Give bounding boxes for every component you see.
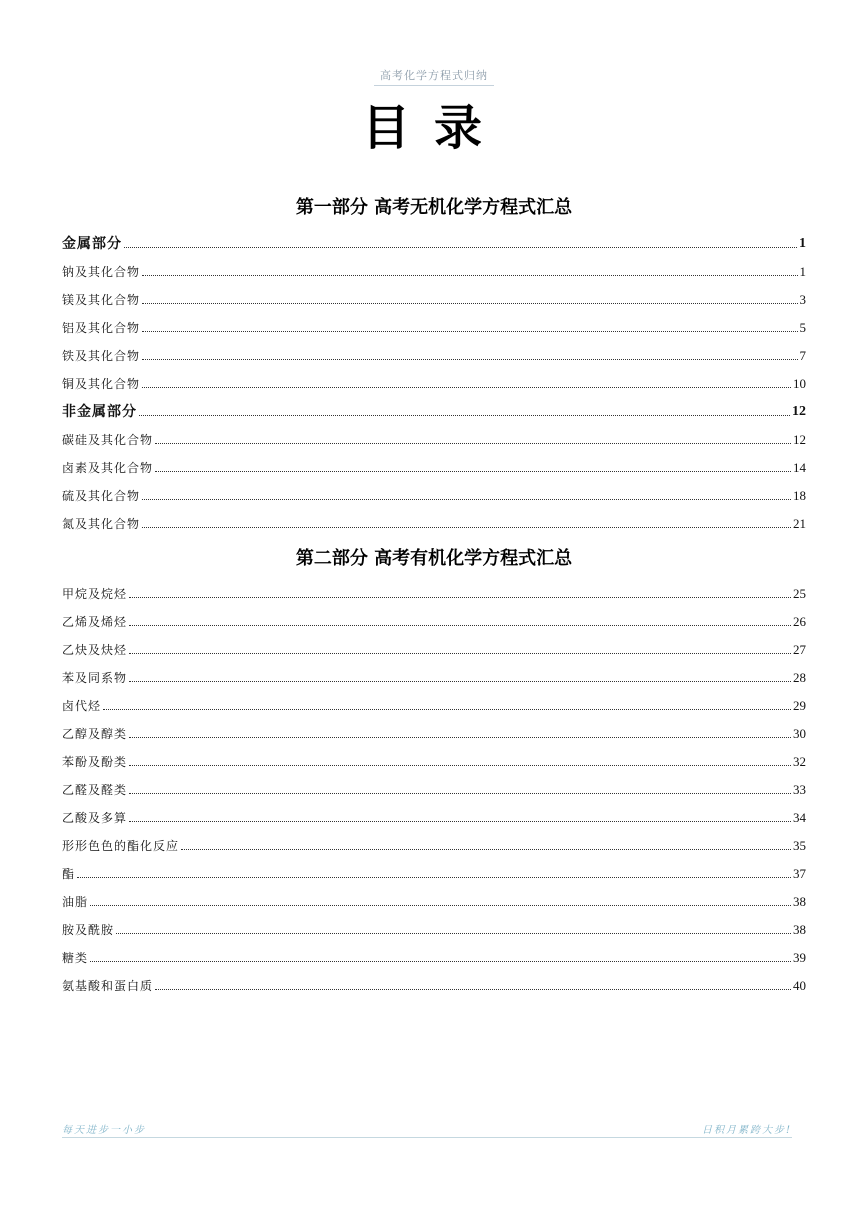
toc-entry-page: 39 bbox=[793, 950, 806, 965]
toc-dot-leader bbox=[142, 358, 797, 360]
toc-dot-leader bbox=[142, 498, 791, 500]
toc-entry-page: 12 bbox=[793, 432, 806, 447]
toc-entry-label: 油脂 bbox=[62, 895, 89, 909]
toc-dot-leader bbox=[90, 904, 791, 906]
footer-left-text: 每天进步一小步 bbox=[62, 1125, 146, 1136]
toc-entry-label: 硫及其化合物 bbox=[62, 489, 141, 503]
toc-entry-page: 1 bbox=[799, 264, 806, 279]
toc-dot-leader bbox=[142, 302, 797, 304]
toc-entry[interactable] bbox=[62, 806, 806, 826]
toc-dot-leader bbox=[103, 708, 791, 710]
toc-entry-page: 18 bbox=[793, 488, 806, 503]
toc-entry-label: 钠及其化合物 bbox=[62, 265, 141, 279]
toc-entry-label: 苯及同系物 bbox=[62, 671, 128, 685]
toc-section-entry[interactable] bbox=[62, 232, 806, 252]
toc-entry-label: 乙醇及醇类 bbox=[62, 727, 128, 741]
toc-entry[interactable] bbox=[62, 288, 806, 308]
toc-entry-label: 乙醛及醛类 bbox=[62, 783, 128, 797]
toc-entry[interactable] bbox=[62, 372, 806, 392]
toc-entry[interactable] bbox=[62, 918, 806, 938]
toc-entry[interactable] bbox=[62, 946, 806, 966]
toc-entry[interactable] bbox=[62, 694, 806, 714]
toc-entry-label: 金属部分 bbox=[62, 236, 122, 252]
toc-dot-leader bbox=[142, 274, 797, 276]
toc-entry-page: 25 bbox=[793, 586, 806, 601]
toc-dot-leader bbox=[90, 960, 791, 962]
toc-entry-page: 30 bbox=[793, 726, 806, 741]
toc-entry-label: 胺及酰胺 bbox=[62, 923, 115, 937]
part2-title: 第二部分 高考有机化学方程式汇总 bbox=[295, 548, 573, 569]
toc-entry-page: 3 bbox=[799, 292, 806, 307]
toc-entry-label: 乙炔及炔烃 bbox=[62, 643, 128, 657]
page-header bbox=[0, 64, 868, 86]
toc-entry-page: 38 bbox=[793, 894, 806, 909]
toc-entry[interactable] bbox=[62, 750, 806, 770]
toc-dot-leader bbox=[116, 932, 791, 934]
toc-dot-leader bbox=[77, 876, 791, 878]
toc-dot-leader bbox=[129, 736, 791, 738]
toc-entry-label: 卤素及其化合物 bbox=[62, 461, 154, 475]
toc-entry-label: 形形色色的酯化反应 bbox=[62, 839, 180, 853]
toc-entry[interactable] bbox=[62, 344, 806, 364]
toc-entry-label: 非金属部分 bbox=[62, 404, 137, 420]
toc-entry[interactable] bbox=[62, 260, 806, 280]
toc-entry-label: 铝及其化合物 bbox=[62, 321, 141, 335]
toc-entry-page: 37 bbox=[793, 866, 806, 881]
toc-dot-leader bbox=[155, 470, 791, 472]
toc-entry-label: 氨基酸和蛋白质 bbox=[62, 979, 154, 993]
toc-entry-page: 5 bbox=[799, 320, 806, 335]
toc-dot-leader bbox=[129, 624, 791, 626]
toc-entry[interactable] bbox=[62, 722, 806, 742]
toc-section-entry[interactable] bbox=[62, 400, 806, 420]
toc-entry[interactable] bbox=[62, 428, 806, 448]
toc-entry-page: 34 bbox=[793, 810, 806, 825]
toc-dot-leader bbox=[181, 848, 791, 850]
toc-entry-page: 21 bbox=[793, 516, 806, 531]
toc-entry-page: 32 bbox=[793, 754, 806, 769]
toc-entry-page: 27 bbox=[793, 642, 806, 657]
toc-entry-page: 1 bbox=[799, 236, 806, 251]
toc-entry-page: 7 bbox=[799, 348, 806, 363]
toc-entry-page: 28 bbox=[793, 670, 806, 685]
toc-entry[interactable] bbox=[62, 582, 806, 602]
page-footer bbox=[62, 1121, 792, 1138]
toc-entry-label: 甲烷及烷烃 bbox=[62, 587, 128, 601]
toc-entry[interactable] bbox=[62, 778, 806, 798]
toc-entry-page: 12 bbox=[792, 404, 806, 419]
toc-entry-page: 33 bbox=[793, 782, 806, 797]
toc-entry[interactable] bbox=[62, 484, 806, 504]
toc-entry[interactable] bbox=[62, 512, 806, 532]
toc-dot-leader bbox=[142, 386, 791, 388]
toc-entry[interactable] bbox=[62, 666, 806, 686]
toc-entry-label: 乙烯及烯烃 bbox=[62, 615, 128, 629]
toc-entry[interactable] bbox=[62, 316, 806, 336]
toc-entry-label: 酯 bbox=[62, 867, 76, 881]
toc-entry-page: 35 bbox=[793, 838, 806, 853]
toc-entry-label: 苯酚及酚类 bbox=[62, 755, 128, 769]
page-title: 目录 bbox=[361, 100, 506, 156]
toc-entry-label: 糖类 bbox=[62, 951, 89, 965]
toc-entry[interactable] bbox=[62, 834, 806, 854]
toc-dot-leader bbox=[124, 246, 797, 248]
toc-dot-leader bbox=[139, 414, 790, 416]
toc-entry-label: 铜及其化合物 bbox=[62, 377, 141, 391]
toc-entry[interactable] bbox=[62, 638, 806, 658]
toc-entry-label: 乙酸及多算 bbox=[62, 811, 128, 825]
toc-entry-label: 镁及其化合物 bbox=[62, 293, 141, 307]
toc-dot-leader bbox=[129, 596, 791, 598]
toc-entry-page: 10 bbox=[793, 376, 806, 391]
toc-dot-leader bbox=[155, 442, 791, 444]
toc-entry-page: 29 bbox=[793, 698, 806, 713]
toc-dot-leader bbox=[129, 792, 791, 794]
toc-entry-page: 26 bbox=[793, 614, 806, 629]
toc-dot-leader bbox=[129, 680, 791, 682]
footer-right-text: 日积月累跨大步! bbox=[701, 1125, 792, 1136]
toc-entry-page: 40 bbox=[793, 978, 806, 993]
toc-dot-leader bbox=[129, 652, 791, 654]
toc-dot-leader bbox=[142, 526, 791, 528]
toc-entry[interactable] bbox=[62, 862, 806, 882]
toc-entry-label: 铁及其化合物 bbox=[62, 349, 141, 363]
toc-entry-label: 氮及其化合物 bbox=[62, 517, 141, 531]
toc-entry[interactable] bbox=[62, 974, 806, 994]
toc-dot-leader bbox=[155, 988, 791, 990]
toc-dot-leader bbox=[129, 764, 791, 766]
header-text: 高考化学方程式归纳 bbox=[374, 67, 494, 86]
toc-entry-label: 碳硅及其化合物 bbox=[62, 433, 154, 447]
toc-entry[interactable] bbox=[62, 610, 806, 630]
toc-dot-leader bbox=[129, 820, 791, 822]
toc-entry[interactable] bbox=[62, 456, 806, 476]
toc-entry-label: 卤代烃 bbox=[62, 699, 102, 713]
part1-title: 第一部分 高考无机化学方程式汇总 bbox=[295, 197, 573, 218]
toc-dot-leader bbox=[142, 330, 797, 332]
toc-entry[interactable] bbox=[62, 890, 806, 910]
toc-entry-page: 38 bbox=[793, 922, 806, 937]
toc-entry-page: 14 bbox=[793, 460, 806, 475]
